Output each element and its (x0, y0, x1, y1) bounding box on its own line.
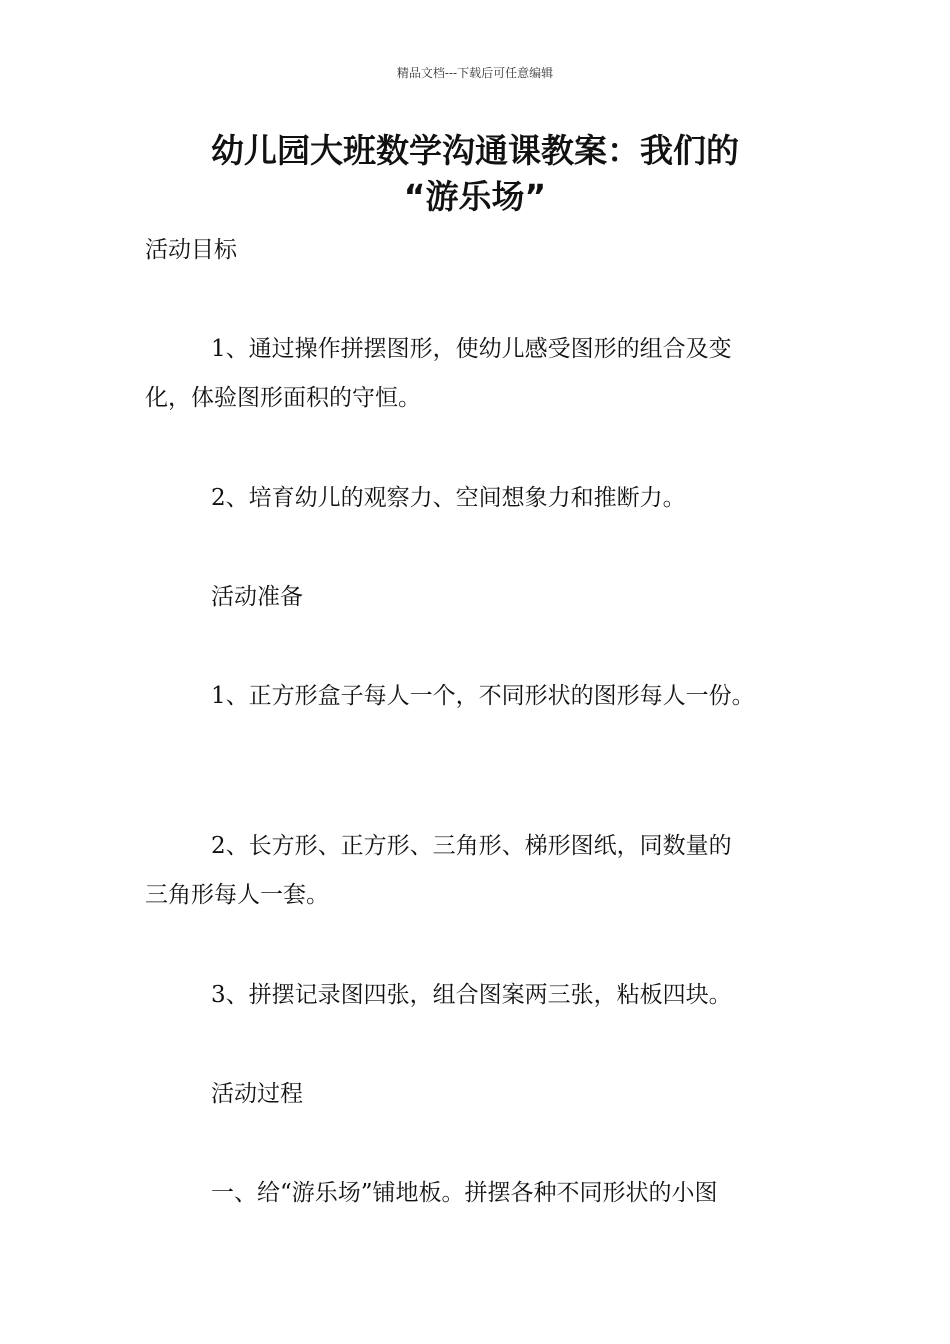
prep-2-line-1: 2、长方形、正方形、三角形、梯形图纸，同数量的 (211, 833, 732, 859)
title-line-2: “游乐场” (403, 177, 547, 216)
prep-3: 3、拼摆记录图四张，组合图案两三张，粘板四块。 (211, 982, 732, 1008)
prep-1: 1、正方形盒子每人一个，不同形状的图形每人一份。 (211, 683, 755, 709)
prep-2-line-2: 三角形每人一套。 (145, 882, 329, 908)
document-title (120, 128, 830, 220)
goal-1-line-1: 1、通过操作拼摆图形，使幼儿感受图形的组合及变 (211, 336, 732, 362)
goals-heading: 活动目标 (145, 237, 237, 263)
goal-1-line-2: 化，体验图形面积的守恒。 (145, 385, 421, 411)
goal-1 (145, 325, 835, 423)
prep-heading: 活动准备 (211, 584, 303, 610)
process-heading: 活动过程 (211, 1081, 303, 1107)
title-line-1: 幼儿园大班数学沟通课教案：我们的 (211, 131, 739, 170)
step-1: 一、给“游乐场”铺地板。拼摆各种不同形状的小图 (211, 1180, 718, 1206)
page-header: 精品文档---下载后可任意编辑 (396, 66, 554, 80)
prep-2 (145, 822, 835, 920)
goal-2: 2、培育幼儿的观察力、空间想象力和推断力。 (211, 485, 686, 511)
